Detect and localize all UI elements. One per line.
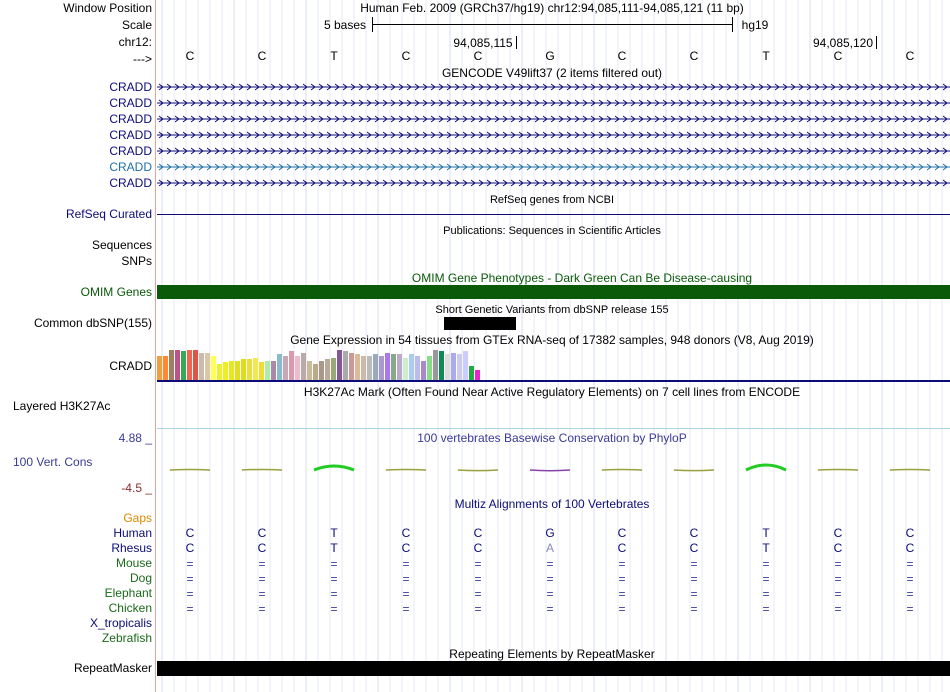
- match-mark: =: [330, 602, 338, 616]
- base-letter: C: [905, 49, 915, 63]
- gtex-tissue-bar: [475, 370, 480, 380]
- scale-bar-left-tick: [372, 17, 373, 32]
- match-mark: =: [762, 587, 770, 601]
- match-mark: =: [258, 572, 266, 586]
- species-label-human: Human: [113, 526, 152, 540]
- track-labels-column: [0, 0, 155, 692]
- base-letter: C: [473, 49, 483, 63]
- gtex-tissue-bar: [223, 362, 228, 380]
- gtex-tissue-bar: [235, 361, 240, 380]
- match-mark: =: [186, 557, 194, 571]
- snps-label[interactable]: SNPs: [121, 254, 152, 268]
- gtex-tissue-bar: [463, 351, 468, 380]
- match-mark: =: [618, 602, 626, 616]
- match-mark: =: [402, 602, 410, 616]
- position-120: 94,085,120: [812, 36, 874, 50]
- cons-track-label[interactable]: 100 Vert. Cons: [13, 455, 93, 469]
- gtex-tissue-bar: [205, 353, 210, 380]
- match-mark: =: [762, 557, 770, 571]
- strand-label: --->: [133, 52, 152, 66]
- rhesus-base: C: [833, 541, 843, 555]
- gtex-tissue-bar: [217, 364, 222, 380]
- gtex-tissue-bar: [391, 354, 396, 380]
- base-letter: C: [833, 49, 843, 63]
- gaps-label: Gaps: [123, 511, 152, 525]
- gtex-tissue-bar: [241, 359, 246, 380]
- human-base: C: [833, 526, 843, 540]
- base-letter: T: [762, 49, 770, 63]
- gtex-tissue-bar: [193, 350, 198, 380]
- cons-max-label: 4.88 _: [118, 431, 152, 445]
- gtex-tissue-bar: [187, 350, 192, 380]
- cons-track-title: 100 vertebrates Basewise Conservation by PhyloP: [417, 431, 687, 445]
- gtex-tissue-bar: [403, 358, 408, 380]
- human-base: G: [545, 526, 555, 540]
- human-base: C: [689, 526, 699, 540]
- repeatmasker-track-title: Repeating Elements by RepeatMasker: [449, 647, 655, 661]
- match-mark: =: [402, 572, 410, 586]
- gencode-item-label[interactable]: CRADD: [109, 160, 152, 174]
- gencode-transcript[interactable]: [157, 145, 950, 157]
- gtex-tissue-bar: [325, 359, 330, 380]
- gtex-tissue-bar: [313, 364, 318, 380]
- gtex-tissue-bar: [337, 350, 342, 380]
- match-mark: =: [618, 557, 626, 571]
- gtex-tissue-bar: [415, 356, 420, 380]
- position-120-tick: [876, 36, 877, 49]
- species-label-rhesus: Rhesus: [111, 541, 152, 555]
- base-letter: C: [401, 49, 411, 63]
- gtex-tissue-bar: [295, 356, 300, 380]
- base-letter: G: [545, 49, 555, 63]
- match-mark: =: [906, 572, 914, 586]
- gtex-tissue-bar: [259, 362, 264, 380]
- human-base: T: [330, 526, 338, 540]
- base-letter: C: [257, 49, 267, 63]
- match-mark: =: [762, 572, 770, 586]
- dbsnp-track-title: Short Genetic Variants from dbSNP release 155: [435, 304, 669, 316]
- base-letter: C: [689, 49, 699, 63]
- gtex-tissue-bar: [397, 354, 402, 380]
- gencode-transcript[interactable]: [157, 129, 950, 141]
- gtex-tissue-bar: [301, 353, 306, 380]
- gtex-tissue-bar: [421, 361, 426, 380]
- rhesus-base: C: [617, 541, 627, 555]
- species-label-chicken: Chicken: [108, 601, 152, 615]
- gencode-transcript[interactable]: [157, 161, 950, 173]
- human-base: C: [185, 526, 195, 540]
- gtex-tissue-bar: [199, 353, 204, 380]
- db-label: hg19: [741, 18, 769, 32]
- match-mark: =: [618, 587, 626, 601]
- base-letter: C: [617, 49, 627, 63]
- refseq-label[interactable]: RefSeq Curated: [65, 207, 152, 221]
- rhesus-base: T: [330, 541, 338, 555]
- gtex-tissue-bar: [289, 351, 294, 380]
- h3k27ac-track-title: H3K27Ac Mark (Often Found Near Active Regulatory Elements) on 7 cell lines from ENCODE: [303, 385, 801, 399]
- scale-bar-right-tick: [732, 17, 733, 32]
- phylop-mark: [746, 465, 786, 470]
- phylop-mark: [314, 466, 354, 470]
- human-base: C: [617, 526, 627, 540]
- rhesus-base: C: [905, 541, 915, 555]
- match-mark: =: [186, 587, 194, 601]
- match-mark: =: [402, 587, 410, 601]
- cons-min-label: -4.5 _: [121, 481, 152, 495]
- gtex-tissue-bar: [361, 356, 366, 380]
- match-mark: =: [834, 572, 842, 586]
- gtex-tissue-bar: [349, 353, 354, 380]
- match-mark: =: [690, 572, 698, 586]
- gtex-tissue-bar: [409, 354, 414, 380]
- gtex-tissue-bar: [439, 351, 444, 380]
- gencode-item-label[interactable]: CRADD: [109, 176, 152, 190]
- omim-label[interactable]: OMIM Genes: [80, 285, 152, 299]
- gtex-tissue-bar: [319, 361, 324, 380]
- gtex-tissue-bar: [253, 358, 258, 380]
- scale-text: 5 bases: [323, 18, 367, 32]
- gtex-tissue-bar: [277, 354, 282, 380]
- chrom-label: chr12:: [118, 35, 152, 49]
- omim-track-title: OMIM Gene Phenotypes - Dark Green Can Be Disease-causing: [411, 271, 753, 285]
- gtex-tissue-bar: [367, 356, 372, 380]
- scale-label: Scale: [121, 18, 152, 32]
- match-mark: =: [906, 557, 914, 571]
- track-image[interactable]: [157, 0, 950, 692]
- refseq-gene-line[interactable]: [157, 214, 950, 215]
- species-label-xtropicalis: X_tropicalis: [89, 616, 152, 630]
- gtex-tissue-bar: [427, 356, 432, 380]
- base-letter: T: [330, 49, 338, 63]
- match-mark: =: [546, 572, 554, 586]
- gtex-tissue-bar: [307, 361, 312, 380]
- match-mark: =: [474, 587, 482, 601]
- gencode-item-label[interactable]: CRADD: [109, 96, 152, 110]
- gtex-track-title: Gene Expression in 54 tissues from GTEx RNA-seq of 17382 samples, 948 donors (V8, Aug 2019): [290, 333, 814, 347]
- match-mark: =: [906, 602, 914, 616]
- match-mark: =: [474, 572, 482, 586]
- rhesus-base: C: [185, 541, 195, 555]
- gencode-item-label[interactable]: CRADD: [109, 128, 152, 142]
- gtex-tissue-bar: [331, 358, 336, 380]
- gencode-track-title: GENCODE V49lift37 (2 items filtered out): [441, 66, 663, 80]
- match-mark: =: [258, 602, 266, 616]
- match-mark: =: [258, 587, 266, 601]
- gtex-tissue-bar: [373, 354, 378, 380]
- match-mark: =: [690, 602, 698, 616]
- match-mark: =: [834, 602, 842, 616]
- rhesus-base: C: [689, 541, 699, 555]
- assembly-position-text: Human Feb. 2009 (GRCh37/hg19) chr12:94,085,111-94,085,121 (11 bp): [360, 1, 744, 15]
- phylop-mark: [530, 470, 570, 471]
- omim-gene-bar[interactable]: [157, 285, 950, 299]
- phylop-mark: [242, 470, 282, 471]
- species-label-zebrafish: Zebrafish: [101, 631, 152, 645]
- gencode-item-label[interactable]: CRADD: [109, 112, 152, 126]
- gtex-tissue-bar: [445, 354, 450, 380]
- repeatmasker-label[interactable]: RepeatMasker: [73, 661, 152, 675]
- gtex-tissue-bar: [181, 351, 186, 380]
- gencode-transcript[interactable]: [157, 81, 950, 93]
- scale-bar: [372, 24, 732, 25]
- h3k27ac-label[interactable]: Layered H3K27Ac: [13, 399, 111, 413]
- match-mark: =: [546, 587, 554, 601]
- match-mark: =: [834, 587, 842, 601]
- rhesus-base: T: [762, 541, 770, 555]
- match-mark: =: [330, 587, 338, 601]
- gtex-tissue-bar: [157, 356, 162, 380]
- gtex-tissue-bar: [433, 350, 438, 380]
- gtex-tissue-bar: [283, 356, 288, 380]
- gtex-tissue-bar: [271, 361, 276, 380]
- human-base: C: [905, 526, 915, 540]
- gtex-expression-chart[interactable]: [157, 348, 950, 383]
- h3k27ac-baseline: [157, 428, 950, 429]
- label-divider: [155, 0, 156, 692]
- window-position-label: Window Position: [63, 1, 152, 15]
- gencode-item-label[interactable]: CRADD: [109, 80, 152, 94]
- gtex-tissue-bar: [169, 350, 174, 380]
- dbsnp-variant-bar[interactable]: [444, 317, 516, 330]
- phylop-mark: [458, 470, 498, 471]
- gtex-tissue-bar: [451, 353, 456, 380]
- match-mark: =: [186, 572, 194, 586]
- gencode-transcript[interactable]: [157, 97, 950, 109]
- gtex-tissue-bar: [469, 366, 474, 380]
- phylop-mark: [170, 470, 210, 471]
- publications-track-title: Publications: Sequences in Scientific Articles: [443, 225, 661, 237]
- gencode-transcript[interactable]: [157, 177, 950, 189]
- gtex-tissue-bar: [379, 356, 384, 380]
- gtex-tissue-bar: [343, 351, 348, 380]
- gtex-tissue-bar: [457, 354, 462, 380]
- match-mark: =: [618, 572, 626, 586]
- gencode-transcript[interactable]: [157, 113, 950, 125]
- rhesus-base: C: [257, 541, 267, 555]
- human-base: C: [473, 526, 483, 540]
- multiz-track-title: Multiz Alignments of 100 Vertebrates: [454, 497, 650, 511]
- rhesus-base: C: [401, 541, 411, 555]
- gtex-tissue-bar: [229, 361, 234, 380]
- match-mark: =: [258, 557, 266, 571]
- human-base: T: [762, 526, 770, 540]
- match-mark: =: [186, 602, 194, 616]
- dbsnp-label[interactable]: Common dbSNP(155): [33, 316, 152, 330]
- gtex-tissue-bar: [265, 361, 270, 380]
- match-mark: =: [906, 587, 914, 601]
- repeatmasker-bar[interactable]: [157, 661, 950, 676]
- human-base: C: [257, 526, 267, 540]
- gtex-tissue-bar: [175, 350, 180, 380]
- phylop-conservation-chart[interactable]: [157, 446, 950, 494]
- gtex-tissue-bar: [385, 353, 390, 380]
- match-mark: =: [834, 557, 842, 571]
- match-mark: =: [474, 602, 482, 616]
- phylop-mark: [602, 470, 642, 471]
- phylop-mark: [674, 470, 714, 471]
- match-mark: =: [546, 557, 554, 571]
- gtex-tissue-bar: [247, 359, 252, 380]
- phylop-mark: [386, 470, 426, 471]
- gtex-tissue-bar: [211, 356, 216, 380]
- gtex-tissue-bar: [163, 356, 168, 380]
- position-115: 94,085,115: [453, 36, 513, 50]
- species-label-dog: Dog: [129, 571, 152, 585]
- match-mark: =: [546, 602, 554, 616]
- match-mark: =: [474, 557, 482, 571]
- position-115-tick: [516, 36, 517, 49]
- human-base: C: [401, 526, 411, 540]
- species-label-mouse: Mouse: [115, 556, 152, 570]
- gencode-item-label[interactable]: CRADD: [109, 144, 152, 158]
- refseq-track-title: RefSeq genes from NCBI: [489, 194, 615, 206]
- gtex-tissue-bar: [355, 354, 360, 380]
- match-mark: =: [762, 602, 770, 616]
- phylop-mark: [818, 470, 858, 471]
- rhesus-base: A: [545, 541, 554, 555]
- base-letter: C: [185, 49, 195, 63]
- rhesus-base: C: [473, 541, 483, 555]
- match-mark: =: [402, 557, 410, 571]
- match-mark: =: [330, 572, 338, 586]
- species-label-elephant: Elephant: [104, 586, 152, 600]
- match-mark: =: [690, 587, 698, 601]
- phylop-mark: [890, 470, 930, 471]
- match-mark: =: [330, 557, 338, 571]
- match-mark: =: [690, 557, 698, 571]
- sequences-label[interactable]: Sequences: [91, 238, 152, 252]
- gtex-gene-label[interactable]: CRADD: [109, 359, 152, 373]
